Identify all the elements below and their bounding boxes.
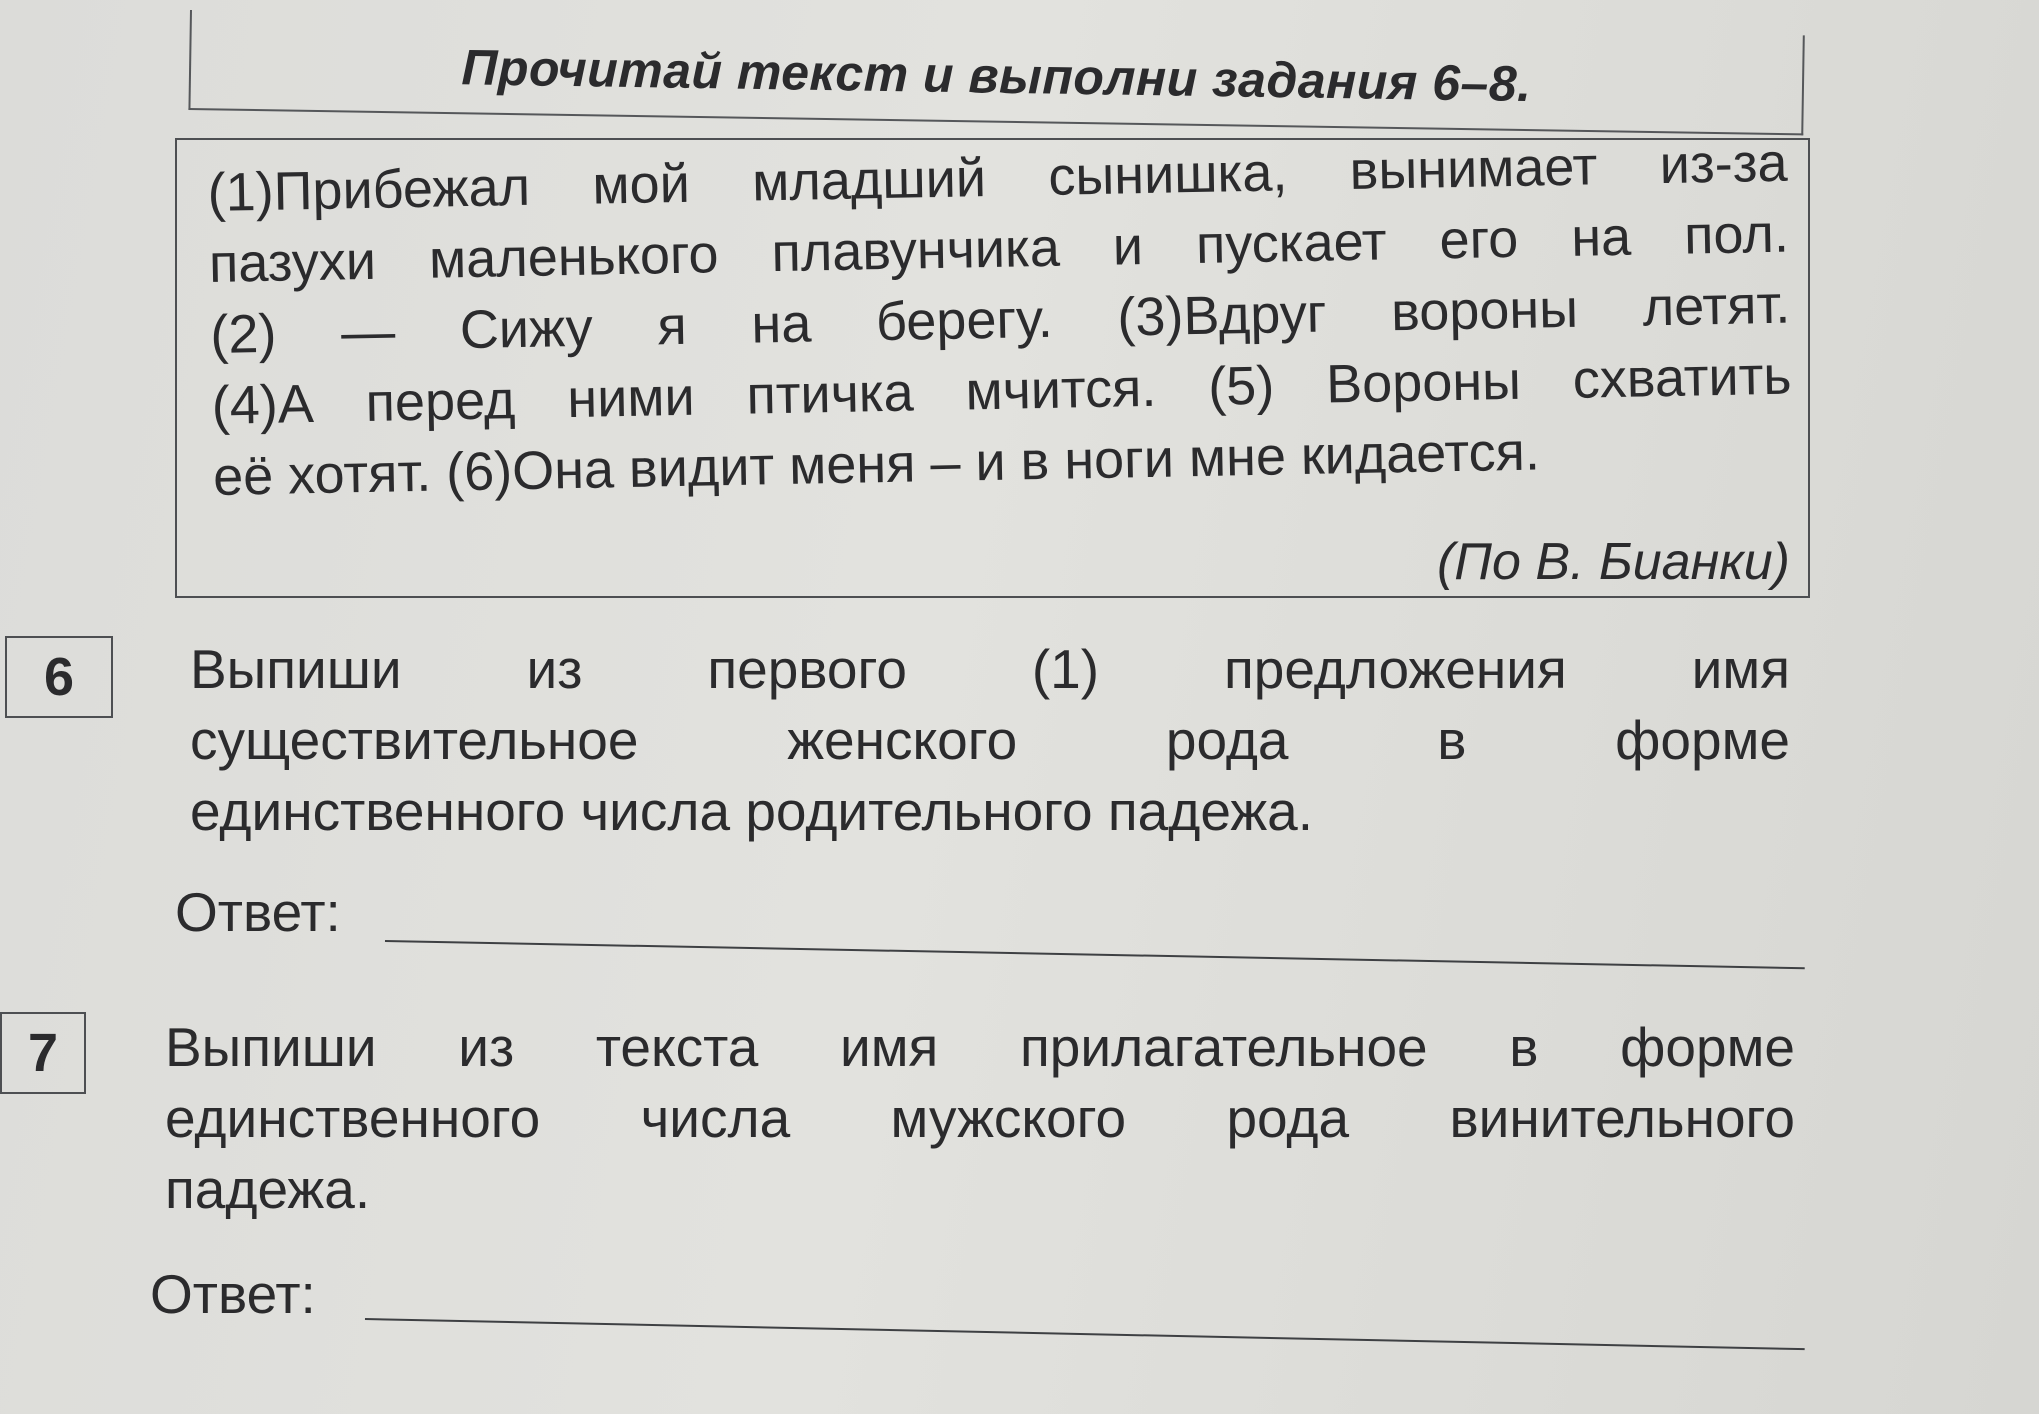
task-6-number: 6 [5,636,113,718]
instruction-header-box [188,10,1804,135]
task-7-text [165,1012,1795,1225]
reading-line: (2) — Сижу я на берегу. (3)Вдруг вороны летят. [209,274,1791,365]
reading-text-box [175,132,1810,598]
task-6-answer-label: Ответ: [175,881,341,943]
task-6-line: Выпиши из первого (1) предложения имя [190,638,1790,700]
task-6-text [190,634,1790,847]
task-7-line: падежа. [165,1158,371,1220]
task-6-line: существительное женского рода в форме [190,709,1790,771]
task-6-answer-field[interactable] [385,940,1805,969]
task-7-answer-label: Ответ: [150,1263,316,1325]
reading-line: (4)А перед ними птичка мчится. (5) Вороны схватить [211,345,1793,436]
task-7-answer-field[interactable] [365,1318,1805,1350]
reading-line: (1)Прибежал мой младший сынишка, вынимает из-за [207,132,1788,223]
reading-line: пазухи маленького плавунчика и пускает его на пол. [208,203,1790,294]
task-6-line: единственного числа родительного падежа. [190,780,1313,842]
reading-author: (По В. Бианки) [1436,533,1790,591]
task-7-line: единственного числа мужского рода винительного [165,1087,1795,1149]
reading-line: её хотят. (6)Она видит меня – и в ноги мне кидается. [212,421,1541,507]
task-7-number: 7 [0,1012,86,1094]
instruction-title: Прочитай текст и выполни задания 6–8. [461,39,1533,113]
reading-text [207,128,1794,513]
task-7-line: Выпиши из текста имя прилагательное в форме [165,1016,1795,1078]
